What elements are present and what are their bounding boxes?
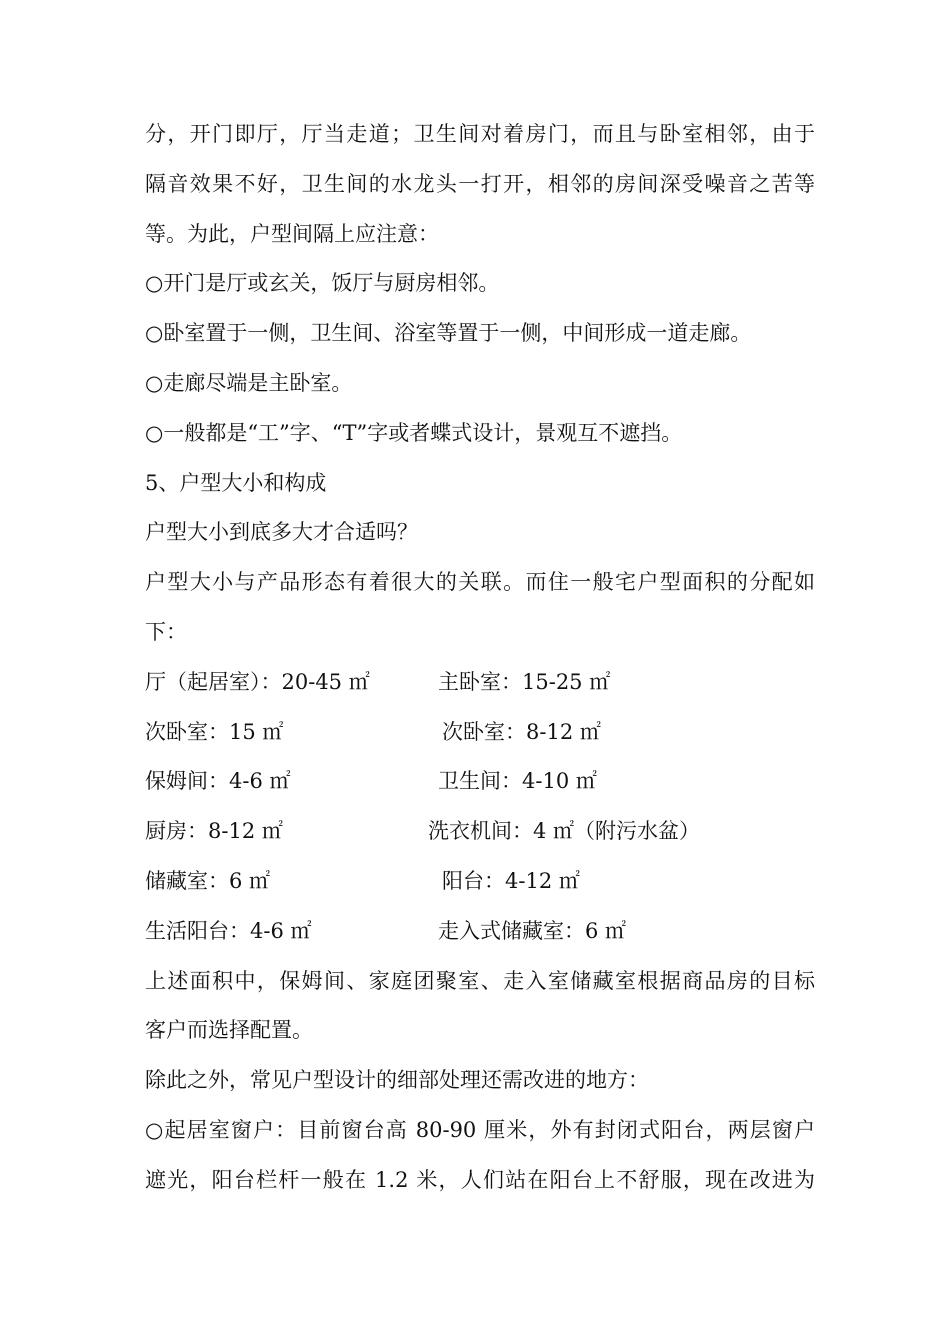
question-line: 户型大小到底多大才合适吗？: [145, 520, 418, 545]
area-right: 次卧室：8-12 ㎡: [442, 719, 601, 744]
bullet-item: ○开门是厅或玄关，饭厅与厨房相邻。: [145, 271, 500, 296]
area-right: 卫生间：4-10 ㎡: [438, 769, 597, 794]
paragraph-line: 户型大小与产品形态有着很大的关联。而住一般宅户型面积的分配如: [145, 570, 815, 595]
paragraph-line: 除此之外，常见户型设计的细部处理还需改进的地方：: [145, 1068, 649, 1093]
paragraph-line: 隔音效果不好，卫生间的水龙头一打开，相邻的房间深受噪音之苦等: [145, 171, 815, 196]
paragraph-line: 客户而选择配置。: [145, 1018, 313, 1043]
paragraph-line: 下：: [145, 619, 187, 644]
bullet-item: ○卧室置于一侧，卫生间、浴室等置于一侧，中间形成一道走廊。: [145, 321, 752, 346]
area-right: 阳台：4-12 ㎡: [442, 868, 580, 893]
area-left: 保姆间：4-6 ㎡: [145, 769, 291, 794]
area-right: 走入式储藏室：6 ㎡: [438, 918, 627, 943]
bullet-item: ○起居室窗户：目前窗台高 80-90 厘米，外有封闭式阳台，两层窗户: [145, 1117, 815, 1142]
area-row: [145, 807, 815, 857]
area-row: [145, 658, 815, 708]
area-right: 洗衣机间：4 ㎡（附污水盆）: [428, 819, 701, 844]
area-row: [145, 708, 815, 758]
area-row: [145, 907, 815, 957]
paragraph-line: 上述面积中，保姆间、家庭团聚室、走入室储藏室根据商品房的目标: [145, 968, 815, 993]
paragraph-line: 分，开门即厅，厅当走道；卫生间对着房门，而且与卧室相邻，由于: [145, 122, 815, 146]
area-left: 厨房：8-12 ㎡: [145, 819, 283, 844]
paragraph-line: 等。为此，户型间隔上应注意：: [145, 221, 439, 246]
area-left: 储藏室：6 ㎡: [145, 868, 271, 893]
area-left: 次卧室：15 ㎡: [145, 719, 284, 744]
bullet-item: ○走廊尽端是主卧室。: [145, 370, 353, 395]
area-left: 厅（起居室）：20-45 ㎡: [145, 669, 370, 694]
area-right: 主卧室：15-25 ㎡: [438, 669, 611, 694]
paragraph-line: 遮光，阳台栏杆一般在 1.2 米，人们站在阳台上不舒服，现在改进为: [145, 1167, 815, 1192]
area-row: [145, 757, 815, 807]
body-text: [145, 110, 815, 1206]
area-row: [145, 857, 815, 907]
bullet-item: ○一般都是“工”字、“T”字或者蝶式设计，景观互不遮挡。: [145, 420, 683, 445]
area-left: 生活阳台：4-6 ㎡: [145, 918, 312, 943]
section-heading: 5、户型大小和构成: [145, 470, 327, 495]
